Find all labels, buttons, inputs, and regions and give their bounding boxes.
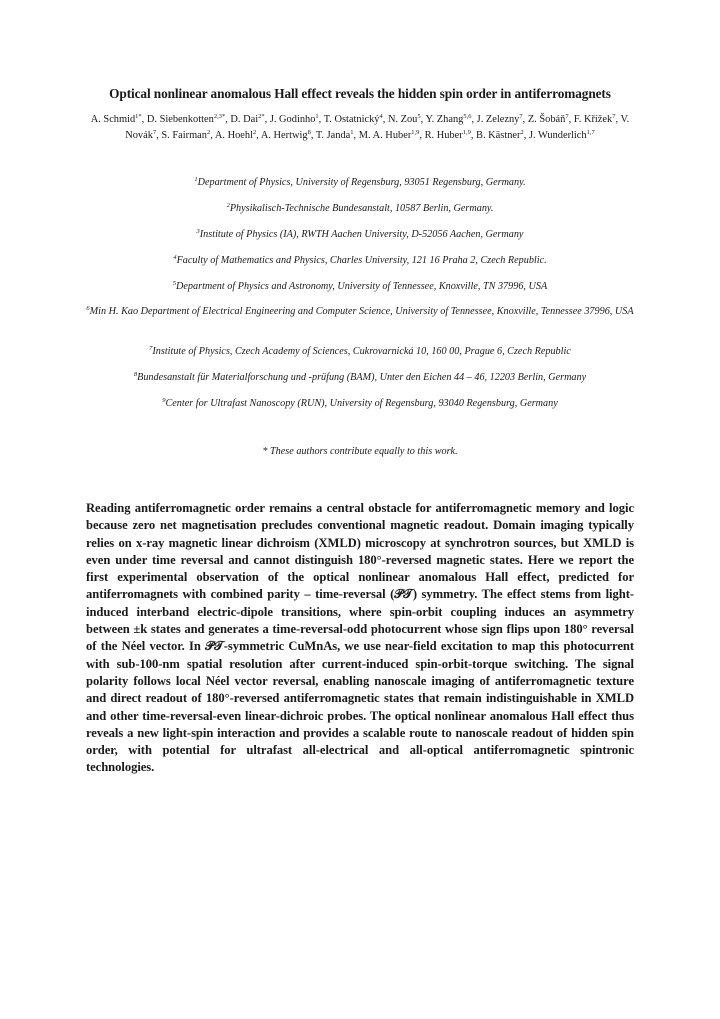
author-affiliation-mark: 1* [135,113,142,120]
author-name: M. A. Huber [358,130,412,142]
author-affiliation-mark: 2 [520,129,524,137]
affiliation-number: 6 [86,305,90,312]
affiliation [80,202,640,216]
affiliation-number: 8 [133,371,138,378]
affiliation [80,280,640,294]
paper-title: Optical nonlinear anomalous Hall effect reveals the hidden spin order in antiferromagnets [109,86,611,101]
author-affiliation-mark: 1,7 [586,129,595,137]
author-affiliation-mark: 7 [565,113,569,120]
author-affiliation-mark: 7 [519,113,523,120]
author-name: Z. Šobáň [527,114,566,125]
author-name: T. Ostatnický [323,114,380,125]
affiliation-text: Institute of Physics, Czech Academy of Sciences, Cukrovarnická 10, 160 00, Prague 6, Czech Republic [152,346,571,357]
author-affiliation-mark: 8 [307,129,311,137]
author-name: J. Godinho [269,114,316,125]
affiliation-number: 7 [149,345,153,352]
author-affiliation-mark: 5,6 [463,113,472,120]
author-name: B. Kästner [476,130,521,142]
author-list: A. Schmid$^{1*}$, D. Siebenkotten$^{2,3*}$, D. Dai$^{2*}$, J. Godinho$^1$, T. Ostatnický$^4$, N. Zou$^5$, Y. Zhang$^{5,6}$, J. Zelezny$^7$, Z. Šobáň$^7$, F. Křížek$^7$, V. Novák$^7$, S. Fairman$^2$, A. Hoehl$^2$, A. Hertwig$^8$, T. Janda$^1$, M. A. Huber$^{1,9}$, R. Huber$^{1,9}$, B. Kästner$^2$, J. Wunderlich$^{1,7}$ [90,113,630,142]
author-affiliation-mark: 2* [258,113,265,120]
author-affiliation-mark: 1,9 [462,129,471,137]
author-affiliation-mark: 1 [350,129,354,137]
affiliation-number: 9 [162,397,166,404]
affiliation-number: 1 [194,176,198,183]
affiliation-number: 2 [226,202,230,209]
equal-contribution-note: * These authors contribute equally to this work. [262,446,458,457]
author-name: A. Schmid [90,114,136,125]
affiliation-text: Faculty of Mathematics and Physics, Charles University, 121 16 Praha 2, Czech Republic. [176,255,547,266]
affiliation [80,228,640,242]
author-name: A. Hoehl [214,130,253,142]
author-affiliation-mark: 2 [207,129,211,137]
affiliation-text: Institute of Physics (IA), RWTH Aachen University, D-52056 Aachen, Germany [199,229,524,240]
author-affiliation-mark: 2,3* [213,113,226,120]
author-name: D. Dai [230,114,259,125]
affiliation-text: Department of Physics and Astronomy, University of Tennessee, Knoxville, TN 37996, USA [176,281,548,292]
author-affiliation-mark: 2 [252,129,257,137]
author-name: V. Novák [125,114,630,142]
affiliation-text: Physikalisch-Technische Bundesanstalt, 10587 Berlin, Germany. [229,203,494,214]
abstract: Reading antiferromagnetic order remains a central obstacle for antiferromagnetic memory and logic because zero net magnetisation precludes conventional magnetic readout. Domain imaging typically relies on x-ray magnetic linear dichroism (XMLD) microscopy at synchrotron sources, but XMLD is even under time reversal and cannot distinguish 180°-reversed magnetic states. Here we report the first experimental observation of the optical nonlinear anomalous Hall effect, predicted for antiferromagnets with combined parity – time-reversal (𝒫𝒯) symmetry. The effect stems from light-induced interband electric-dipole transitions, where spin-orbit coupling induces an asymmetry between ±k states and generates a time-reversal-odd photocurrent whose sign flips upon 180° reversal of the Néel vector. In 𝒫𝒯-symmetric CuMnAs, we use near-field excitation to map this photocurrent with sub-100-nm spatial resolution after current-induced spin-orbit-torque switching. The signal polarity follows local Néel vector reversal, enabling nanoscale imaging of antiferromagnetic texture and direct readout of 180°-reversed antiferromagnetic states that remain indistinguishable in XMLD and other time-reversal-even linear-dichroic probes. The optical nonlinear anomalous Hall effect thus reveals a new light-spin interaction and provides a scalable route to nanoscale readout of hidden spin order, with potential for ultrafast all-electrical and all-optical antiferromagnetic spintronic technologies. [86,501,634,775]
affiliation-text: Bundesanstalt für Materialforschung und -prüfung (BAM), Unter den Eichen 44 – 46, 12203 Berlin, Germany [137,372,587,383]
affiliation-text: Department of Physics, University of Regensburg, 93051 Regensburg, Germany. [197,177,526,188]
affiliation-number: 3 [196,228,200,235]
affiliation [80,305,640,319]
author-name: A. Hertwig [260,130,308,142]
author-name: N. Zou [387,114,418,125]
author-name: J. Wunderlich [528,130,587,142]
author-affiliation-mark: 1 [315,113,319,120]
author-name: T. Janda [315,130,351,142]
author-affiliation-mark: 7 [152,129,157,137]
affiliation-text: Min H. Kao Department of Electrical Engineering and Computer Science, University of Tennessee, Knoxville, Tennessee 37996, USA [89,306,634,317]
affiliation-text: Center for Ultrafast Nanoscopy (RUN), University of Regensburg, 93040 Regensburg, Germany [165,398,558,409]
affiliation-number: 4 [173,254,177,261]
author-name: J. Zelezny [476,114,520,125]
author-affiliation-mark: 4 [379,113,383,120]
author-affiliation-mark: 7 [612,113,616,120]
affiliation-number: 5 [172,280,177,287]
author-name: S. Fairman [161,130,207,142]
author-name: Y. Zhang [425,114,464,125]
author-affiliation-mark: 1,9 [411,129,420,137]
affiliation [80,254,640,268]
author-name: R. Huber [424,130,463,142]
author-name: D. Siebenkotten [146,114,214,125]
affiliation [80,345,640,359]
affiliation [80,397,640,411]
affiliation [80,371,640,385]
author-affiliation-mark: 5 [417,113,421,120]
author-name: F. Křížek [573,114,613,125]
affiliation [80,176,640,190]
